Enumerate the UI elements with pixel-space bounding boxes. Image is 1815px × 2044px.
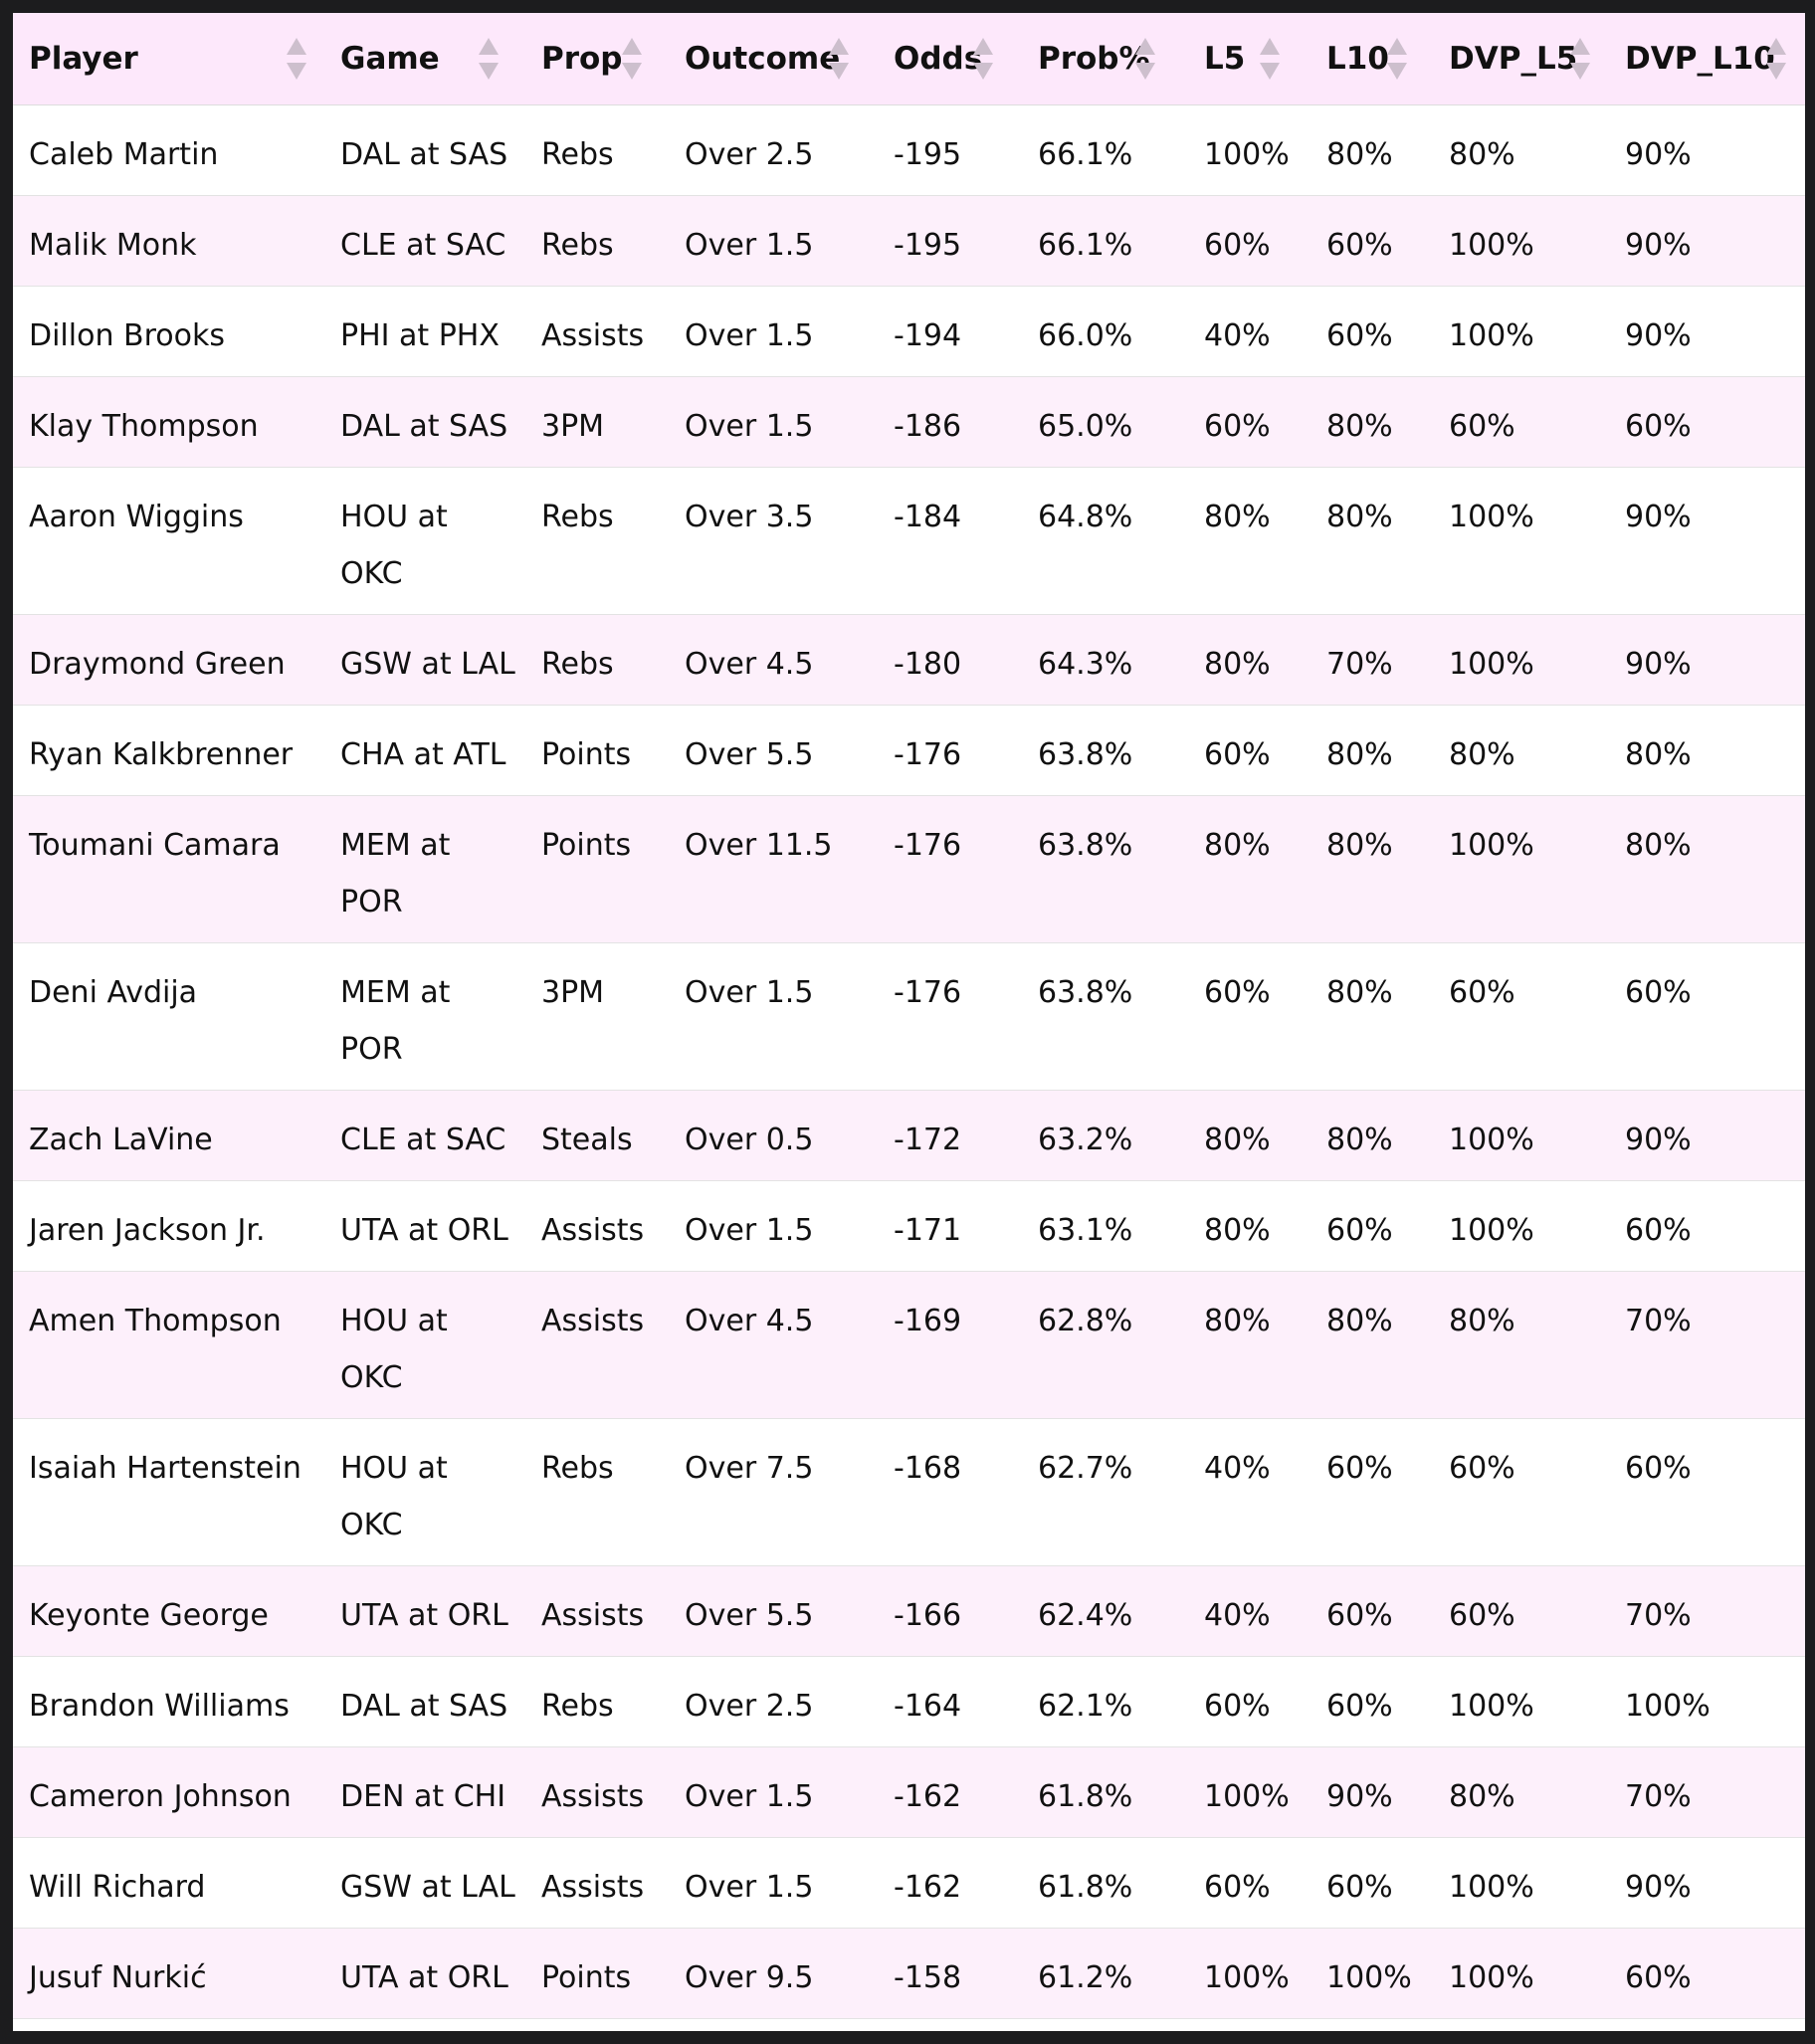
cell-dvp-l5: 100% xyxy=(1449,827,1534,863)
cell-dvp-l5: 100% xyxy=(1449,1688,1534,1724)
cell-prop: Assists xyxy=(541,1212,645,1248)
cell-prop: Points xyxy=(541,827,632,863)
table-row xyxy=(13,1656,1805,1746)
props-table xyxy=(13,13,1805,2019)
cell-l5: 40% xyxy=(1204,1597,1271,1633)
cell-odds: -195 xyxy=(894,227,962,263)
cell-prob: 61.8% xyxy=(1038,1778,1133,1814)
cell-outcome: Over 1.5 xyxy=(685,317,814,353)
cell-player: Amen Thompson xyxy=(29,1303,282,1338)
cell-dvp-l5: 100% xyxy=(1449,1122,1534,1157)
cell-player: Ryan Kalkbrenner xyxy=(29,736,294,772)
cell-prob: 66.1% xyxy=(1038,227,1133,263)
cell-outcome: Over 5.5 xyxy=(685,736,814,772)
cell-outcome: Over 1.5 xyxy=(685,1778,814,1814)
cell-dvp-l10: 90% xyxy=(1625,136,1692,172)
cell-dvp-l5: 80% xyxy=(1449,1778,1515,1814)
cell-dvp-l5: 60% xyxy=(1449,408,1515,444)
column-header-label: Prop xyxy=(541,40,623,77)
cell-game: UTA at ORL xyxy=(340,1597,508,1633)
cell-l5: 100% xyxy=(1204,1959,1290,1995)
table-row xyxy=(13,705,1805,795)
cell-game: CLE at SAC xyxy=(340,1122,506,1157)
cell-prob: 66.0% xyxy=(1038,317,1133,353)
cell-game: DAL at SAS xyxy=(340,1688,508,1724)
cell-player: Malik Monk xyxy=(29,227,197,263)
cell-player: Caleb Martin xyxy=(29,136,219,172)
cell-dvp-l10: 80% xyxy=(1625,736,1692,772)
cell-prob: 61.8% xyxy=(1038,1869,1133,1905)
cell-l5: 40% xyxy=(1204,317,1271,353)
cell-dvp-l5: 60% xyxy=(1449,1450,1515,1486)
cell-odds: -171 xyxy=(894,1212,962,1248)
cell-game: DEN at CHI xyxy=(340,1778,506,1814)
cell-prop: Assists xyxy=(541,1597,645,1633)
cell-prop: Rebs xyxy=(541,1450,614,1486)
cell-odds: -176 xyxy=(894,974,962,1010)
cell-outcome: Over 1.5 xyxy=(685,227,814,263)
cell-prob: 64.8% xyxy=(1038,499,1133,534)
cell-l5: 80% xyxy=(1204,1303,1271,1338)
table-row xyxy=(13,614,1805,705)
column-header-outcome[interactable] xyxy=(669,13,878,104)
column-header-odds[interactable] xyxy=(878,13,1022,104)
cell-prop: Rebs xyxy=(541,646,614,682)
cell-dvp-l5: 100% xyxy=(1449,499,1534,534)
cell-l10: 80% xyxy=(1326,136,1393,172)
cell-game: HOU at OKC xyxy=(340,1450,448,1542)
cell-l5: 80% xyxy=(1204,1122,1271,1157)
cell-l10: 70% xyxy=(1326,646,1393,682)
cell-l10: 80% xyxy=(1326,827,1393,863)
cell-player: Keyonte George xyxy=(29,1597,269,1633)
cell-odds: -176 xyxy=(894,827,962,863)
cell-dvp-l10: 100% xyxy=(1625,1688,1711,1724)
table-row xyxy=(13,286,1805,376)
table-row xyxy=(13,942,1805,1090)
cell-prop: Rebs xyxy=(541,136,614,172)
cell-l10: 60% xyxy=(1326,1597,1393,1633)
cell-game: MEM at POR xyxy=(340,974,451,1067)
cell-dvp-l10: 60% xyxy=(1625,974,1692,1010)
cell-game: HOU at OKC xyxy=(340,1303,448,1395)
table-row xyxy=(13,1565,1805,1656)
sort-icon[interactable] xyxy=(287,36,308,82)
column-header-label: Game xyxy=(340,40,440,77)
column-header-player[interactable] xyxy=(13,13,324,104)
cell-prop: Points xyxy=(541,736,632,772)
cell-game: PHI at PHX xyxy=(340,317,500,353)
cell-odds: -162 xyxy=(894,1869,962,1905)
cell-odds: -164 xyxy=(894,1688,962,1724)
cell-l5: 60% xyxy=(1204,736,1271,772)
cell-dvp-l5: 100% xyxy=(1449,227,1534,263)
cell-outcome: Over 3.5 xyxy=(685,499,814,534)
table-row xyxy=(13,1837,1805,1928)
cell-player: Toumani Camara xyxy=(29,827,281,863)
cell-game: UTA at ORL xyxy=(340,1212,508,1248)
column-header-dvp-l5[interactable] xyxy=(1433,13,1609,104)
cell-odds: -194 xyxy=(894,317,962,353)
cell-dvp-l10: 90% xyxy=(1625,1122,1692,1157)
cell-player: Isaiah Hartenstein xyxy=(29,1450,302,1486)
column-header-label: Player xyxy=(29,40,138,77)
cell-odds: -162 xyxy=(894,1778,962,1814)
cell-l5: 60% xyxy=(1204,1688,1271,1724)
cell-prop: Rebs xyxy=(541,1688,614,1724)
cell-l10: 80% xyxy=(1326,736,1393,772)
cell-odds: -158 xyxy=(894,1959,962,1995)
cell-player: Jusuf Nurkić xyxy=(29,1959,207,1995)
cell-dvp-l5: 60% xyxy=(1449,974,1515,1010)
cell-player: Will Richard xyxy=(29,1869,206,1905)
cell-game: DAL at SAS xyxy=(340,408,508,444)
cell-l10: 100% xyxy=(1326,1959,1412,1995)
cell-prob: 63.8% xyxy=(1038,736,1133,772)
cell-player: Deni Avdija xyxy=(29,974,198,1010)
column-header-label: DVP_L10 xyxy=(1625,40,1775,77)
cell-prop: Steals xyxy=(541,1122,633,1157)
cell-prob: 62.7% xyxy=(1038,1450,1133,1486)
cell-dvp-l10: 70% xyxy=(1625,1597,1692,1633)
cell-prob: 64.3% xyxy=(1038,646,1133,682)
cell-dvp-l10: 90% xyxy=(1625,317,1692,353)
cell-prob: 63.8% xyxy=(1038,827,1133,863)
cell-dvp-l5: 60% xyxy=(1449,1597,1515,1633)
cell-dvp-l10: 70% xyxy=(1625,1303,1692,1338)
column-header-prob[interactable] xyxy=(1022,13,1188,104)
cell-dvp-l5: 100% xyxy=(1449,1959,1534,1995)
sort-icon[interactable] xyxy=(973,36,995,82)
cell-outcome: Over 4.5 xyxy=(685,646,814,682)
cell-game: HOU at OKC xyxy=(340,499,448,591)
cell-odds: -176 xyxy=(894,736,962,772)
cell-l5: 100% xyxy=(1204,1778,1290,1814)
cell-prob: 66.1% xyxy=(1038,136,1133,172)
cell-prob: 61.2% xyxy=(1038,1959,1133,1995)
cell-outcome: Over 1.5 xyxy=(685,974,814,1010)
cell-outcome: Over 7.5 xyxy=(685,1450,814,1486)
cell-dvp-l10: 90% xyxy=(1625,227,1692,263)
cell-player: Brandon Williams xyxy=(29,1688,290,1724)
column-header-label: L10 xyxy=(1326,40,1389,77)
column-header-dvp-l10[interactable] xyxy=(1609,13,1805,104)
cell-dvp-l10: 60% xyxy=(1625,1959,1692,1995)
cell-outcome: Over 2.5 xyxy=(685,136,814,172)
cell-outcome: Over 4.5 xyxy=(685,1303,814,1338)
cell-dvp-l5: 100% xyxy=(1449,1869,1534,1905)
cell-prop: Rebs xyxy=(541,227,614,263)
cell-odds: -172 xyxy=(894,1122,962,1157)
sort-icon[interactable] xyxy=(622,36,644,82)
cell-odds: -180 xyxy=(894,646,962,682)
cell-dvp-l10: 90% xyxy=(1625,1869,1692,1905)
column-header-label: L5 xyxy=(1204,40,1246,77)
table-row xyxy=(13,795,1805,942)
table-header-row xyxy=(13,13,1805,104)
cell-l5: 60% xyxy=(1204,1869,1271,1905)
cell-odds: -184 xyxy=(894,499,962,534)
column-header-game[interactable] xyxy=(324,13,525,104)
cell-dvp-l10: 90% xyxy=(1625,646,1692,682)
cell-player: Klay Thompson xyxy=(29,408,259,444)
cell-prop: Assists xyxy=(541,317,645,353)
column-header-label: DVP_L5 xyxy=(1449,40,1578,77)
cell-game: CLE at SAC xyxy=(340,227,506,263)
cell-outcome: Over 9.5 xyxy=(685,1959,814,1995)
props-table-container xyxy=(13,13,1805,2031)
cell-l10: 80% xyxy=(1326,499,1393,534)
cell-l10: 60% xyxy=(1326,1688,1393,1724)
cell-outcome: Over 1.5 xyxy=(685,1212,814,1248)
cell-l10: 60% xyxy=(1326,1450,1393,1486)
sort-icon[interactable] xyxy=(1387,36,1409,82)
column-header-l5[interactable] xyxy=(1188,13,1311,104)
sort-icon[interactable] xyxy=(1135,36,1157,82)
cell-l10: 80% xyxy=(1326,408,1393,444)
cell-prop: Assists xyxy=(541,1778,645,1814)
sort-icon[interactable] xyxy=(1260,36,1282,82)
cell-l10: 60% xyxy=(1326,1869,1393,1905)
cell-outcome: Over 2.5 xyxy=(685,1688,814,1724)
cell-l5: 80% xyxy=(1204,1212,1271,1248)
table-row xyxy=(13,195,1805,286)
cell-odds: -166 xyxy=(894,1597,962,1633)
table-row xyxy=(13,1271,1805,1418)
cell-dvp-l5: 80% xyxy=(1449,736,1515,772)
column-header-l10[interactable] xyxy=(1311,13,1433,104)
table-row xyxy=(13,1746,1805,1837)
cell-dvp-l10: 60% xyxy=(1625,1212,1692,1248)
cell-prop: 3PM xyxy=(541,974,605,1010)
cell-dvp-l10: 90% xyxy=(1625,499,1692,534)
column-header-label: Prob% xyxy=(1038,40,1150,77)
cell-prob: 63.2% xyxy=(1038,1122,1133,1157)
sort-icon[interactable] xyxy=(829,36,851,82)
cell-l10: 80% xyxy=(1326,1303,1393,1338)
cell-dvp-l10: 70% xyxy=(1625,1778,1692,1814)
cell-dvp-l5: 80% xyxy=(1449,136,1515,172)
cell-prob: 62.4% xyxy=(1038,1597,1133,1633)
table-row xyxy=(13,1928,1805,2018)
cell-l5: 100% xyxy=(1204,136,1290,172)
cell-l5: 60% xyxy=(1204,408,1271,444)
cell-dvp-l10: 80% xyxy=(1625,827,1692,863)
cell-prop: Assists xyxy=(541,1869,645,1905)
cell-player: Jaren Jackson Jr. xyxy=(29,1212,266,1248)
cell-l5: 60% xyxy=(1204,227,1271,263)
cell-game: DAL at SAS xyxy=(340,136,508,172)
cell-l10: 80% xyxy=(1326,1122,1393,1157)
sort-icon[interactable] xyxy=(1766,36,1788,82)
column-header-prop[interactable] xyxy=(525,13,669,104)
cell-odds: -169 xyxy=(894,1303,962,1338)
cell-dvp-l5: 100% xyxy=(1449,646,1534,682)
cell-l10: 80% xyxy=(1326,974,1393,1010)
cell-odds: -195 xyxy=(894,136,962,172)
cell-prop: Points xyxy=(541,1959,632,1995)
cell-player: Dillon Brooks xyxy=(29,317,225,353)
table-row xyxy=(13,104,1805,195)
cell-l5: 80% xyxy=(1204,499,1271,534)
cell-prob: 65.0% xyxy=(1038,408,1133,444)
cell-dvp-l10: 60% xyxy=(1625,1450,1692,1486)
table-row xyxy=(13,1418,1805,1565)
cell-outcome: Over 1.5 xyxy=(685,408,814,444)
table-row xyxy=(13,376,1805,467)
cell-prob: 62.1% xyxy=(1038,1688,1133,1724)
cell-game: MEM at POR xyxy=(340,827,451,920)
cell-outcome: Over 11.5 xyxy=(685,827,833,863)
table-body xyxy=(13,104,1805,2018)
cell-game: GSW at LAL xyxy=(340,1869,515,1905)
cell-prop: 3PM xyxy=(541,408,605,444)
cell-outcome: Over 1.5 xyxy=(685,1869,814,1905)
cell-prop: Assists xyxy=(541,1303,645,1338)
sort-icon[interactable] xyxy=(1570,36,1592,82)
cell-odds: -168 xyxy=(894,1450,962,1486)
sort-icon[interactable] xyxy=(479,36,501,82)
cell-l10: 60% xyxy=(1326,227,1393,263)
cell-prob: 63.1% xyxy=(1038,1212,1133,1248)
cell-game: UTA at ORL xyxy=(340,1959,508,1995)
cell-outcome: Over 0.5 xyxy=(685,1122,814,1157)
table-row xyxy=(13,1180,1805,1271)
column-header-label: Odds xyxy=(894,40,983,77)
cell-dvp-l10: 60% xyxy=(1625,408,1692,444)
cell-game: GSW at LAL xyxy=(340,646,515,682)
table-row xyxy=(13,467,1805,614)
cell-l10: 60% xyxy=(1326,1212,1393,1248)
cell-dvp-l5: 100% xyxy=(1449,317,1534,353)
cell-l5: 80% xyxy=(1204,827,1271,863)
cell-l5: 80% xyxy=(1204,646,1271,682)
table-row xyxy=(13,1090,1805,1180)
cell-odds: -186 xyxy=(894,408,962,444)
cell-player: Aaron Wiggins xyxy=(29,499,244,534)
cell-l5: 60% xyxy=(1204,974,1271,1010)
cell-outcome: Over 5.5 xyxy=(685,1597,814,1633)
cell-dvp-l5: 80% xyxy=(1449,1303,1515,1338)
cell-l10: 60% xyxy=(1326,317,1393,353)
cell-prob: 62.8% xyxy=(1038,1303,1133,1338)
cell-player: Zach LaVine xyxy=(29,1122,213,1157)
cell-player: Cameron Johnson xyxy=(29,1778,292,1814)
cell-prob: 63.8% xyxy=(1038,974,1133,1010)
cell-prop: Rebs xyxy=(541,499,614,534)
cell-l10: 90% xyxy=(1326,1778,1393,1814)
column-header-label: Outcome xyxy=(685,40,841,77)
cell-l5: 40% xyxy=(1204,1450,1271,1486)
cell-player: Draymond Green xyxy=(29,646,286,682)
cell-dvp-l5: 100% xyxy=(1449,1212,1534,1248)
cell-game: CHA at ATL xyxy=(340,736,506,772)
